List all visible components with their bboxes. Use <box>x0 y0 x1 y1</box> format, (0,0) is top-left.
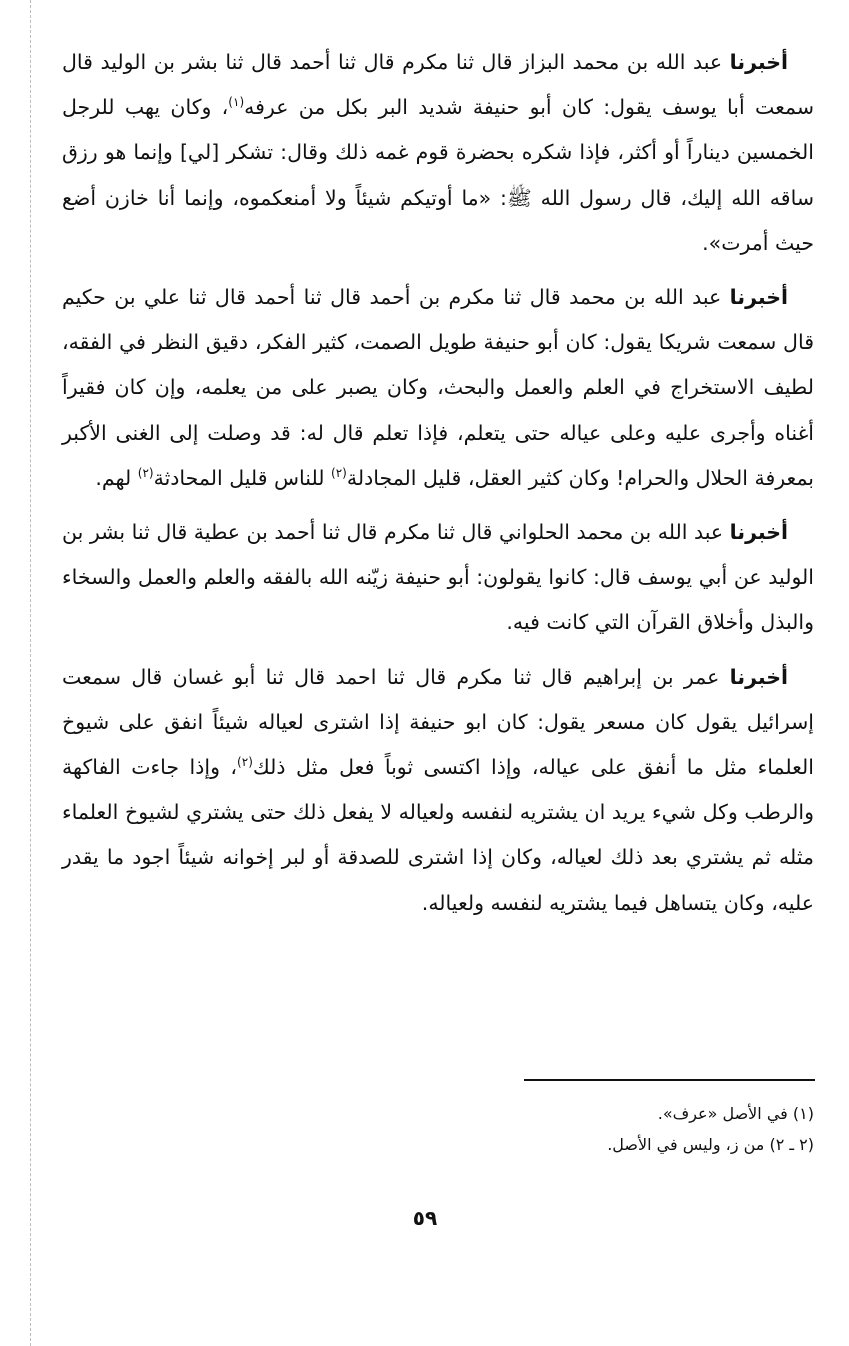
footnote-separator <box>524 1079 815 1081</box>
footnote-marker: (٢) <box>137 466 154 480</box>
narration-lead: أخبرنا <box>729 664 788 689</box>
paragraph-text: عبد الله بن محمد قال ثنا مكرم بن أحمد قال ثنا أحمد قال ثنا علي بن حكيم قال سمعت شريكا يقول: كان أبو حنيفة طويل الصمت، كثير الفكر، دقيق النظر في الفقه، لطيف الاستخراج في العلم والعمل والبحث، وكان يصبر على من يعلمه، وإن كان فقيراً أغناه وأجرى عليه وعلى عياله حتى يتعلم، فإذا تعلم قال له: قد وصلت إلى الغنى الأكبر بمعرفة الحلال والحرام! وكان كثير العقل، قليل المجادلة <box>62 285 814 490</box>
footnotes <box>400 1098 814 1160</box>
footnote-marker: (٢) <box>331 466 347 480</box>
paragraph-3 <box>62 510 814 646</box>
paragraph-text: عبد الله بن محمد البزاز قال ثنا مكرم قال ثنا أحمد قال ثنا بشر بن الوليد قال سمعت أبا يوسف يقول: كان أبو حنيفة شديد البر بكل من عرفه <box>62 50 814 120</box>
paragraph-4 <box>62 655 814 926</box>
paragraph-text-after: ، وكان يهب للرجل الخمسين ديناراً أو أكثر، فإذا شكره بحضرة قوم غمه ذلك وقال: تشكر [لي] وإنما هو رزق ساقه الله إليك، قال رسول الله ﷺ: «ما أوتيكم شيئاً ولا أمنعكموه، وإنما أنا خازن أضع حيث أمرت». <box>62 95 814 255</box>
paragraph-text: عمر بن إبراهيم قال ثنا مكرم قال ثنا احمد قال ثنا أبو غسان قال سمعت إسرائيل يقول كان مسعر يقول: كان ابو حنيفة إذا اشترى لعياله شيئاً انفق على شيوخ العلماء مثل ما أنفق على عياله، وإذا اكتسى ثوباً فعل مثل ذلك <box>62 664 814 780</box>
footnote-marker: (١) <box>228 95 245 110</box>
footnote-marker: (٢) <box>237 755 253 770</box>
narration-lead: أخبرنا <box>729 285 788 310</box>
paragraph-text-mid: للناس قليل المحادثة <box>153 465 332 490</box>
paragraph-text: عبد الله بن محمد الحلواني قال ثنا مكرم قال ثنا أحمد بن عطية قال ثنا بشر بن الوليد عن أبي يوسف قال: كانوا يقولون: أبو حنيفة زيّنه الله بالفقه والعلم والعمل والسخاء والبذل وأخلاق القرآن التي كانت فيه. <box>62 520 814 635</box>
paragraph-text-after: ، وإذا جاءت الفاكهة والرطب وكل شيء يريد ان يشتريه لنفسه ولعياله لا يفعل ذلك حتى يشتري لشيوخ العلماء مثله ثم يشتري بعد ذلك لعياله، وكان إذا اشترى للصدقة أو لبر إخوانه شيئاً اجود ما يقدر عليه، وكان يتساهل فيما يشتريه لنفسه ولعياله. <box>62 755 814 915</box>
scan-edge-line <box>30 0 31 1346</box>
paragraph-text-after: لهم. <box>95 465 138 490</box>
page-number: ٥٩ <box>412 1206 438 1230</box>
footnote-1: (١) في الأصل «عرف». <box>657 1104 814 1123</box>
narration-lead: أخبرنا <box>729 520 788 545</box>
paragraph-1 <box>62 40 814 266</box>
body-text <box>62 40 814 926</box>
footnote-2: (٢ ـ ٢) من ز، وليس في الأصل. <box>607 1135 814 1154</box>
paragraph-2 <box>62 275 814 501</box>
narration-lead: أخبرنا <box>729 50 788 74</box>
